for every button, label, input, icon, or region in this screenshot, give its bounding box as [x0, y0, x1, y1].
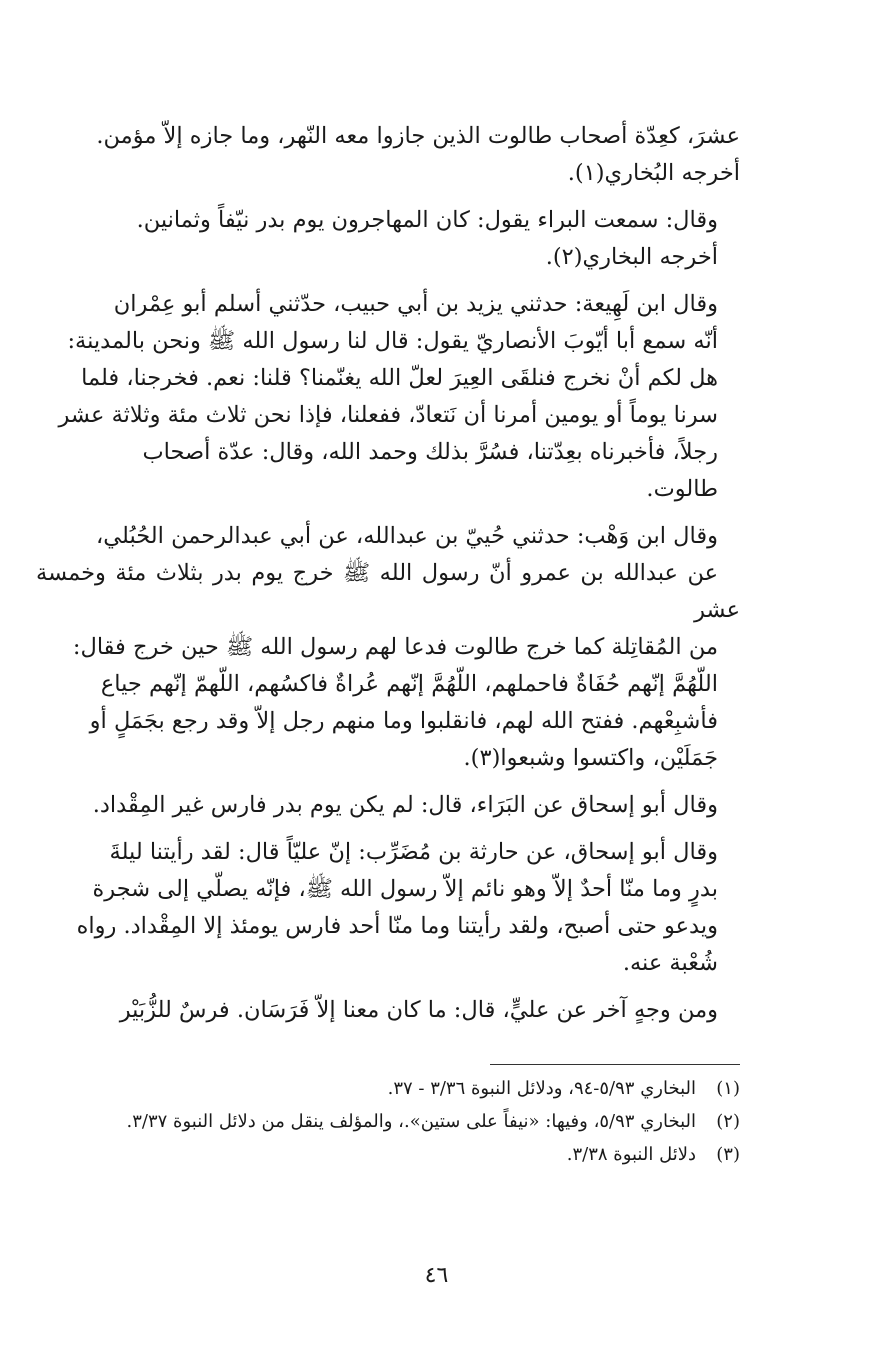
footnote-number: (٢) [716, 1111, 740, 1132]
text-line: هل لكم أنْ نخرج فنلقَى العِيرَ لعلّ الله يغنّمنا؟ قلنا: نعم. فخرجنا، فلما [81, 365, 718, 391]
text-line: من المُقاتِلة كما خرج طالوت فدعا لهم رسول الله ﷺ حين خرج فقال: [72, 634, 718, 660]
paragraph [36, 202, 740, 276]
text-line: وقال أبو إسحاق، عن حارثة بن مُضَرِّب: إنّ عليّاً قال: لقد رأيتنا ليلةَ [109, 839, 718, 865]
paragraph [36, 518, 740, 777]
text-line: شُعْبة عنه. [622, 950, 718, 976]
text-line: وقال أبو إسحاق عن البَرَاء، قال: لم يكن يوم بدر فارس غير المِقْداد. [92, 792, 718, 818]
paragraph [36, 787, 740, 824]
text-line: جَمَلَيْن، واكتسوا وشبعوا(٣). [463, 745, 718, 771]
text-line: ويدعو حتى أصبح، ولقد رأيتنا وما منّا أحد فارس يومئذ إلا المِقْداد. رواه [76, 913, 718, 939]
text-line: طالوت. [646, 476, 718, 502]
footnote-text: البخاري ٥/٩٣-٩٤، ودلائل النبوة ٣/٣٦ - ٣٧. [387, 1078, 696, 1099]
footnote-text: دلائل النبوة ٣/٣٨. [566, 1144, 696, 1165]
text-line: ومن وجهٍ آخر عن عليٍّ، قال: ما كان معنا إلاّ فَرَسَان. فرسٌ للزُّبَيْر [119, 997, 718, 1023]
footnote [36, 1074, 740, 1104]
page-number: ٤٦ [424, 1263, 449, 1288]
text-line: أخرجه البُخاري(١). [567, 160, 740, 186]
text-line: اللّهُمَّ إنّهم حُفَاةٌ فاحملهم، اللّهُمَّ إنّهم عُراةٌ فاكسُهم، اللّهمّ إنّهم جياع [100, 671, 718, 697]
footnote-text: البخاري ٥/٩٣، وفيها: «نيفاً على ستين».، والمؤلف ينقل من دلائل النبوة ٣/٣٧. [126, 1111, 696, 1132]
footnote-number: (٣) [716, 1144, 740, 1165]
text-line: عن عبدالله بن عمرو أنّ رسول الله ﷺ خرج يوم بدر بثلاث مئة وخمسة عشر [36, 560, 740, 623]
paragraph [36, 992, 740, 1029]
footnote-number: (١) [716, 1078, 740, 1099]
paragraph [36, 286, 740, 508]
paragraph [36, 834, 740, 982]
footnote [36, 1107, 740, 1137]
footnotes [36, 1074, 740, 1173]
text-line: وقال ابن وَهْب: حدثني حُييّ بن عبدالله، عن أبي عبدالرحمن الحُبُلي، [96, 523, 718, 549]
main-text [36, 118, 740, 1039]
text-line: سرنا يوماً أو يومين أمرنا أن نَتعادّ، ففعلنا، فإذا نحن ثلاث مئة وثلاثة عشر [58, 402, 718, 428]
text-line: أخرجه البخاري(٢). [545, 244, 718, 270]
text-line: بدرٍ وما منّا أحدٌ إلاّ وهو نائم إلاّ رسول الله ﷺ، فإنّه يصلّي إلى شجرة [92, 876, 718, 902]
text-line: وقال ابن لَهِيعة: حدثني يزيد بن أبي حبيب، حدّثني أسلم أبو عِمْران [113, 291, 718, 317]
footnote-divider [490, 1064, 740, 1065]
text-line: أنّه سمع أبا أيّوبَ الأنصاريّ يقول: قال لنا رسول الله ﷺ ونحن بالمدينة: [67, 328, 718, 354]
text-line: رجلاً، فأخبرناه بعِدّتنا، فسُرَّ بذلك وحمد الله، وقال: عدّة أصحاب [142, 439, 718, 465]
paragraph [36, 118, 740, 192]
footnote [36, 1140, 740, 1170]
text-line: فأشبِعْهم. ففتح الله لهم، فانقلبوا وما منهم رجل إلاّ وقد رجع بجَمَلٍ أو [89, 708, 718, 734]
text-line: وقال: سمعت البراء يقول: كان المهاجرون يوم بدر نيّفاً وثمانين. [136, 207, 718, 233]
text-line: عشرَ، كعِدّة أصحاب طالوت الذين جازوا معه النّهر، وما جازه إلاّ مؤمن. [96, 123, 740, 149]
